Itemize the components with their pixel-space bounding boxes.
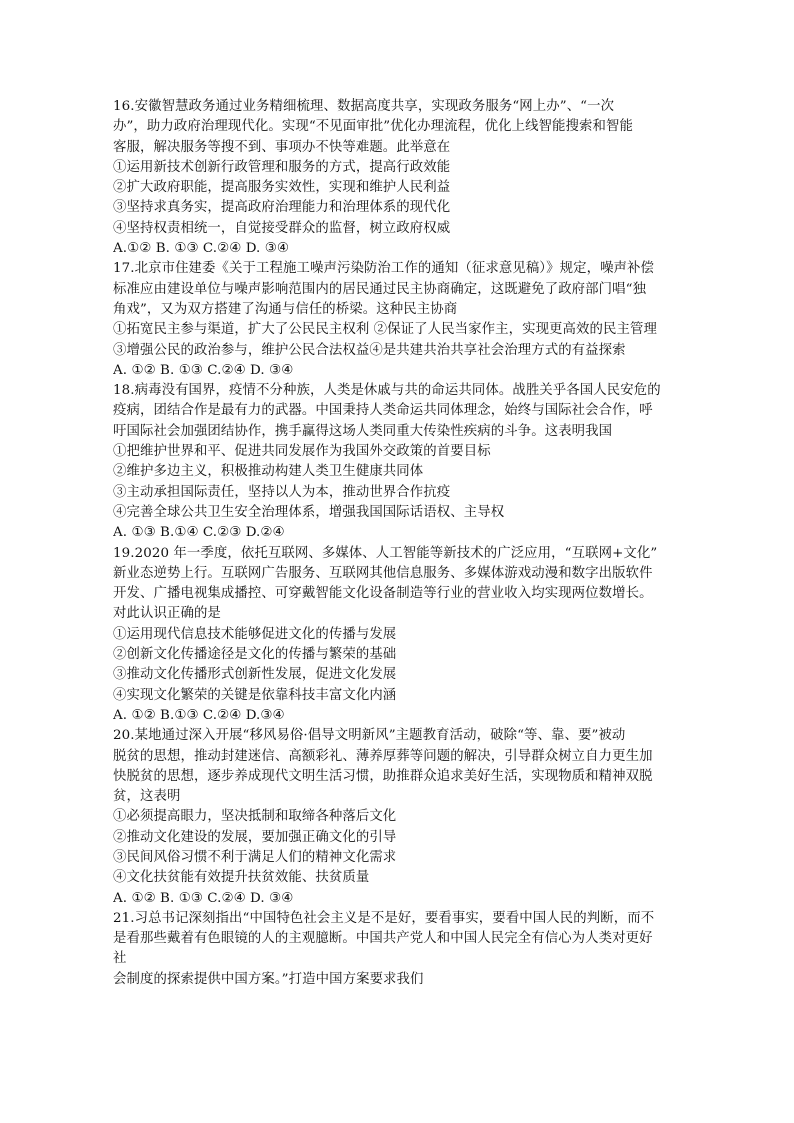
question-line: 客服，解决服务等搜不到、事项办不快等难题。此举意在 bbox=[113, 139, 451, 155]
question-line: 贫，这表明 bbox=[113, 789, 181, 805]
question-block bbox=[113, 909, 688, 990]
question-stem: 21.习总书记深刻指出“中国特色社会主义是不是好，要看事实，要看中国人民的判断，而不 bbox=[113, 910, 655, 926]
question-line: 开发、广播电视集成播控、可穿戴智能文化设备制造等行业的营业收入均实现两位数增长。 bbox=[113, 586, 653, 602]
question-block bbox=[113, 97, 688, 259]
question-line: 标准应由建设单位与噪声影响范围内的居民通过民主协商确定，这既避免了政府部门唱“独 bbox=[113, 281, 647, 297]
option-statement: ②创新文化传播途径是文化的传播与繁荣的基础 bbox=[113, 647, 397, 663]
option-statement: ①运用新技术创新行政管理和服务的方式，提高行政效能 bbox=[113, 159, 451, 175]
question-block bbox=[113, 381, 688, 543]
question-stem: 20.某地通过深入开展“移风易俗·倡导文明新风”主题教育活动，破除“等、靠、要”被动 bbox=[113, 728, 626, 744]
question-line: 社 bbox=[113, 951, 127, 967]
option-statement: ③民间风俗习惯不利于满足人们的精神文化需求 bbox=[113, 849, 397, 865]
question-block bbox=[113, 726, 688, 909]
answer-choices: A. ①③ B.①④ C.②③ D.②④ bbox=[113, 525, 285, 541]
option-statement: ④文化扶贫能有效提升扶贫效能、扶贫质量 bbox=[113, 870, 370, 886]
option-statement: ②维护多边主义，积极推动构建人类卫生健康共同体 bbox=[113, 464, 424, 480]
option-statement: ②推动文化建设的发展，要加强正确文化的引导 bbox=[113, 829, 397, 845]
question-line: 脱贫的思想，推动封建迷信、高额彩礼、薄养厚葬等问题的解决，引导群众树立自力更生加 bbox=[113, 748, 653, 764]
document-body bbox=[113, 97, 688, 990]
question-stem: 17.北京市住建委《关于工程施工噪声污染防治工作的通知（征求意见稿）》规定，噪声补偿 bbox=[113, 261, 655, 277]
option-statement: ①运用现代信息技术能够促进文化的传播与发展 bbox=[113, 626, 397, 642]
option-statement: ①把维护世界和平、促进共同发展作为我国外交政策的首要目标 bbox=[113, 444, 491, 460]
answer-choices: A. ①② B. ①③ C.②④ D. ③④ bbox=[113, 890, 294, 906]
question-stem: 19.2020 年一季度，依托互联网、多媒体、人工智能等新技术的广泛应用，“互联网+文化” bbox=[113, 545, 658, 561]
option-statement: ①拓宽民主参与渠道，扩大了公民民主权利 ②保证了人民当家作主，实现更高效的民主管理 bbox=[113, 322, 657, 338]
option-statement: ②扩大政府职能，提高服务实效性，实现和维护人民利益 bbox=[113, 180, 451, 196]
question-line: 办”，助力政府治理现代化。实现“不见面审批”优化办理流程，优化上线智能搜索和智能 bbox=[113, 119, 633, 135]
option-statement: ③增强公民的政治参与，维护公民合法权益④是共建共治共享社会治理方式的有益探索 bbox=[113, 342, 626, 358]
question-block bbox=[113, 544, 688, 727]
question-line: 是看那些戴着有色眼镜的人的主观臆断。中国共产党人和中国人民完全有信心为人类对更好 bbox=[113, 931, 653, 947]
question-stem: 18.病毒没有国界，疫情不分种族，人类是休戚与共的命运共同体。战胜关乎各国人民安危的 bbox=[113, 383, 661, 399]
option-statement: ①必须提高眼力，坚决抵制和取缔各种落后文化 bbox=[113, 809, 397, 825]
question-block bbox=[113, 259, 688, 381]
question-line: 新业态逆势上行。互联网广告服务、互联网其他信息服务、多媒体游戏动漫和数字出版软件 bbox=[113, 565, 653, 581]
answer-choices: A.①② B. ①③ C.②④ D. ③④ bbox=[113, 241, 289, 257]
question-line: 吁国际社会加强团结协作，携手赢得这场人类同重大传染性疾病的斗争。这表明我国 bbox=[113, 423, 613, 439]
question-line: 快脱贫的思想，逐步养成现代文明生活习惯，助推群众追求美好生活，实现物质和精神双脱 bbox=[113, 768, 653, 784]
option-statement: ④实现文化繁荣的关键是依靠科技丰富文化内涵 bbox=[113, 687, 397, 703]
option-statement: ③主动承担国际责任，坚持以人为本，推动世界合作抗疫 bbox=[113, 484, 451, 500]
question-line: 会制度的探索提供中国方案。”打造中国方案要求我们 bbox=[113, 971, 424, 987]
answer-choices: A. ①② B.①③ C.②④ D.③④ bbox=[113, 707, 285, 723]
option-statement: ③坚持求真务实，提高政府治理能力和治理体系的现代化 bbox=[113, 200, 451, 216]
question-line: 疫病，团结合作是最有力的武器。中国秉持人类命运共同体理念，始终与国际社会合作，呼 bbox=[113, 403, 653, 419]
question-line: 角戏”，又为双方搭建了沟通与信任的桥梁。这种民主协商 bbox=[113, 301, 458, 317]
option-statement: ④完善全球公共卫生安全治理体系，增强我国国际话语权、主导权 bbox=[113, 504, 505, 520]
option-statement: ③推动文化传播形式创新性发展，促进文化发展 bbox=[113, 667, 397, 683]
question-line: 对此认识正确的是 bbox=[113, 606, 221, 622]
option-statement: ④坚持权责相统一，自觉接受群众的监督，树立政府权威 bbox=[113, 220, 451, 236]
answer-choices: A. ①② B. ①③ C.②④ D. ③④ bbox=[113, 362, 294, 378]
question-stem: 16.安徽智慧政务通过业务精细梳理、数据高度共享，实现政务服务“网上办”、“一次 bbox=[113, 99, 615, 114]
